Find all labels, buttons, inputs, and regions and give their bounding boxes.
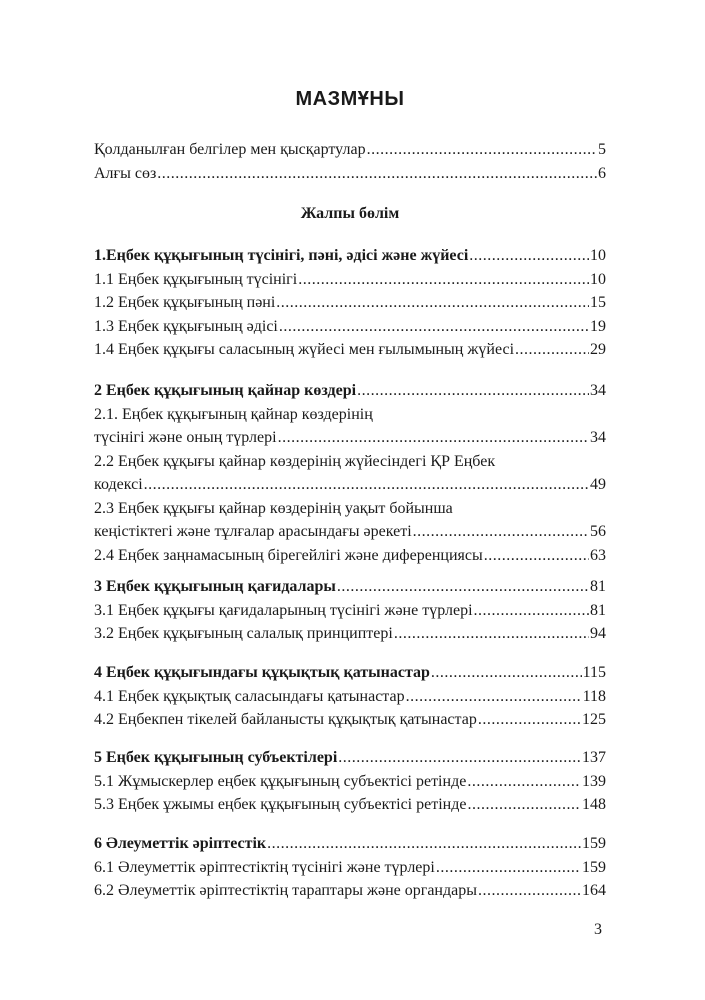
- toc-entry: [94, 338, 606, 362]
- chapter-1: [94, 244, 606, 362]
- chapter-heading: [94, 244, 606, 268]
- toc-entry: [94, 520, 606, 544]
- leader-dots: [469, 244, 589, 268]
- toc-entry-text: 4 Еңбек құқығындағы құқықтық қатынастар: [94, 664, 430, 681]
- toc-entry-page: 6: [598, 164, 606, 182]
- leader-dots: [467, 793, 581, 817]
- toc-entry-text: Қолданылған белгілер мен қысқартулар: [94, 141, 366, 158]
- toc-entry-text: 5.1 Жұмыскерлер еңбек құқығының субъектісі ретінде: [94, 772, 467, 790]
- chapter-heading: [94, 661, 606, 685]
- toc-entry-page: 118: [582, 687, 606, 705]
- leader-dots: [478, 879, 581, 903]
- leader-dots: [436, 856, 581, 880]
- page-title: МАЗМҰНЫ: [295, 88, 405, 110]
- toc-entry: [94, 879, 606, 903]
- toc-entry-text: 6.2 Әлеуметтік әріптестіктің тараптары және органдары: [94, 882, 477, 899]
- toc-entry-page: 15: [590, 294, 606, 311]
- leader-dots: [267, 832, 581, 856]
- chapter-4: [94, 661, 606, 732]
- toc-entry: [94, 544, 606, 568]
- toc-entry-page: 56: [590, 523, 606, 540]
- leader-dots: [431, 661, 582, 685]
- page-number: 3: [594, 921, 602, 938]
- toc-entry-page: 10: [590, 247, 606, 264]
- toc-entry-text: түсінігі және оның түрлері: [94, 429, 277, 446]
- toc-entry-text: 1.4 Еңбек құқығы саласының жүйесі мен ғылымының жүйесі: [94, 341, 515, 358]
- toc-entry-text: 3.1 Еңбек құқығы қағидаларының түсінігі және түрлері: [94, 601, 473, 619]
- chapter-heading: [94, 746, 606, 770]
- toc-entry-text: 1.2 Еңбек құқығының пәні: [94, 294, 276, 311]
- toc-entry: [94, 708, 606, 732]
- toc-entry: [94, 291, 606, 315]
- toc-entry: [94, 770, 606, 794]
- chapter-2: [94, 379, 606, 567]
- leader-dots: [406, 685, 582, 709]
- toc-entry-page: 10: [590, 270, 606, 288]
- toc-entry-page: 115: [582, 664, 606, 681]
- toc-entry-page: 148: [582, 796, 606, 813]
- leader-dots: [276, 291, 589, 315]
- leader-dots: [337, 575, 589, 599]
- toc-entry-foreword: [94, 162, 606, 186]
- leader-dots: [484, 544, 589, 568]
- leader-dots: [278, 426, 589, 450]
- toc-entry-text: 5 Еңбек құқығының субъектілері: [94, 749, 338, 766]
- toc-entry: [94, 315, 606, 339]
- toc-entry-page: 34: [590, 429, 606, 446]
- section-title: Жалпы бөлім: [300, 205, 400, 222]
- toc-entry: [94, 268, 606, 292]
- toc-entry-page: 159: [582, 835, 606, 852]
- leader-dots: [367, 138, 597, 162]
- toc-entry-page: 125: [582, 711, 606, 728]
- toc-entry-text: кодексі: [94, 476, 143, 493]
- toc-entry-page: 81: [590, 578, 606, 595]
- toc-entry-text: 1.Еңбек құқығының түсінігі, пәні, әдісі және жүйесі: [94, 247, 469, 264]
- toc-entry-text: 3 Еңбек құқығының қағидалары: [94, 578, 336, 595]
- chapter-5: [94, 746, 606, 817]
- toc-entry-page: 81: [590, 601, 606, 619]
- toc-entry-abbreviations: [94, 138, 606, 162]
- toc-entry: [94, 622, 606, 646]
- toc-entry-page: 94: [590, 625, 606, 642]
- toc-entry-text: 1.1 Еңбек құқығының түсінігі: [94, 270, 298, 288]
- toc-entry-page: 139: [582, 772, 606, 790]
- leader-dots: [157, 162, 597, 186]
- toc-entry-first-line: 2.1. Еңбек құқығының қайнар көздерінің: [94, 405, 373, 423]
- toc-entry-text: кеңістіктегі және тұлғалар арасындағы әрекеті: [94, 523, 412, 540]
- toc-entry: [94, 793, 606, 817]
- leader-dots: [515, 338, 589, 362]
- toc-entry-text: 2 Еңбек құқығының қайнар көздері: [94, 382, 357, 399]
- leader-dots: [298, 268, 589, 292]
- toc-entry-text: 6.1 Әлеуметтік әріптестіктің түсінігі және түрлері: [94, 858, 435, 876]
- leader-dots: [478, 708, 581, 732]
- chapter-heading: [94, 575, 606, 599]
- leader-dots: [144, 473, 589, 497]
- toc-entry: [94, 685, 606, 709]
- toc-entry-text: 4.1 Еңбек құқықтық саласындағы қатынастар: [94, 687, 405, 705]
- toc-entry: [94, 599, 606, 623]
- toc-entry-page: 34: [590, 382, 606, 399]
- toc-entry-first-line: 2.3 Еңбек құқығы қайнар көздерінің уақыт бойынша: [94, 499, 453, 517]
- toc-entry-text: 6 Әлеуметтік әріптестік: [94, 835, 267, 852]
- toc-entry: [94, 426, 606, 450]
- toc-entry-text: Алғы сөз: [94, 164, 157, 182]
- chapter-heading: [94, 379, 606, 403]
- leader-dots: [357, 379, 589, 403]
- chapter-6: [94, 832, 606, 903]
- toc-entry-text: 5.3 Еңбек ұжымы еңбек құқығының субъектісі ретінде: [94, 796, 467, 813]
- toc-entry-page: 164: [582, 882, 606, 899]
- toc-entry-page: 29: [590, 341, 606, 358]
- leader-dots: [474, 599, 589, 623]
- toc-entry: [94, 856, 606, 880]
- chapter-heading: [94, 832, 606, 856]
- toc-entry: [94, 473, 606, 497]
- toc-entry-page: 49: [590, 476, 606, 493]
- toc-entry-text: 2.4 Еңбек заңнамасының бірегейлігі және диференциясы: [94, 546, 483, 564]
- toc-entry-page: 5: [598, 141, 606, 158]
- leader-dots: [279, 315, 589, 339]
- toc-entry-page: 63: [590, 546, 606, 564]
- intro-list: [94, 138, 606, 185]
- leader-dots: [413, 520, 589, 544]
- toc-entry-text: 4.2 Еңбекпен тікелей байланысты құқықтық қатынастар: [94, 711, 477, 728]
- toc-entry-page: 19: [590, 317, 606, 335]
- leader-dots: [338, 746, 581, 770]
- chapter-3: [94, 575, 606, 646]
- toc-entry-first-line: 2.2 Еңбек құқығы қайнар көздерінің жүйесіндегі ҚР Еңбек: [94, 452, 496, 470]
- toc-entry-page: 159: [582, 858, 606, 876]
- toc-entry-text: 3.2 Еңбек құқығының салалық принциптері: [94, 625, 393, 642]
- toc-entry-page: 137: [582, 749, 606, 766]
- leader-dots: [467, 770, 581, 794]
- leader-dots: [394, 622, 589, 646]
- toc-entry-text: 1.3 Еңбек құқығының әдісі: [94, 317, 278, 335]
